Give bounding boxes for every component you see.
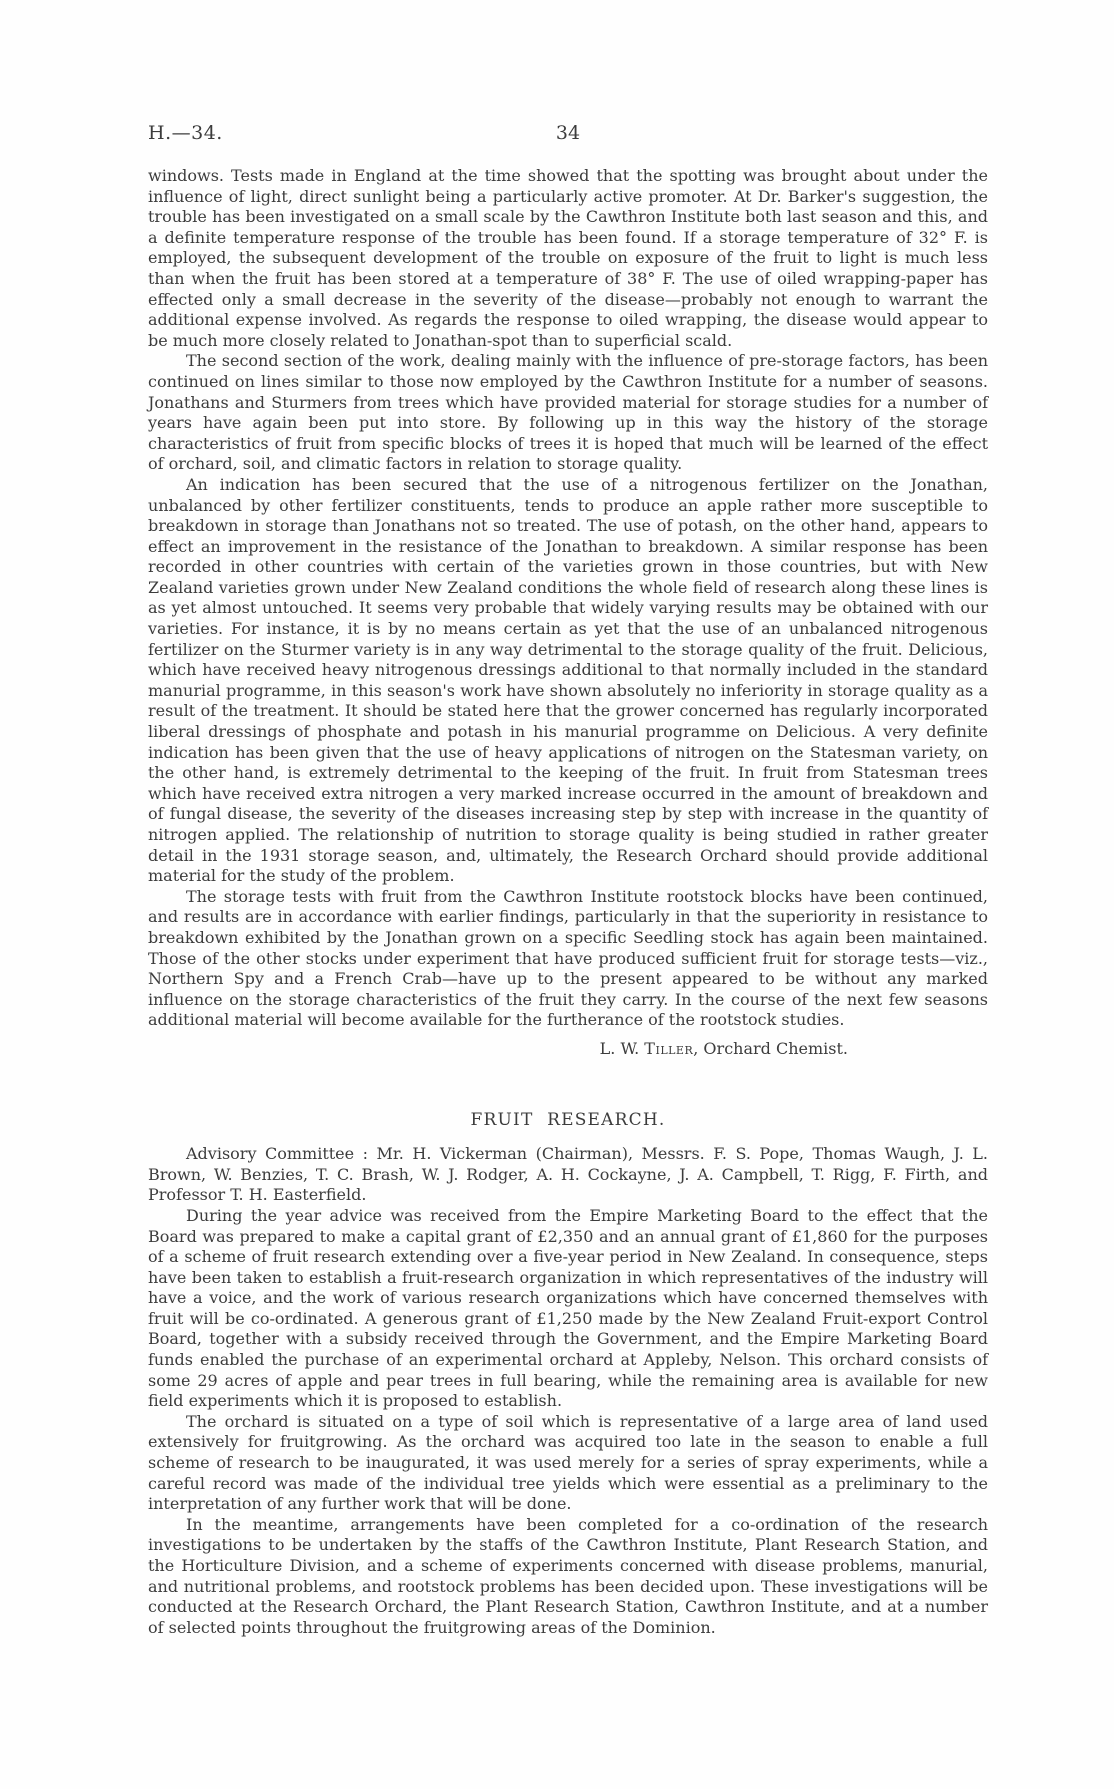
body-paragraph: Advisory Committee : Mr. H. Vickerman (Chairman), Messrs. F. S. Pope, Thomas Waugh, J. L. Brown, W. Benzies, T. C. Brash, W. J. Rodger, A. H. Cockayne, J. A. Campbell, T. Rigg, F. Firth, and Professor T. H. Easterfield. xyxy=(148,1144,988,1205)
report-body xyxy=(148,166,988,1638)
body-paragraph: The orchard is situated on a type of soil which is representative of a large area of land used extensively for fruitgrowing. As the orchard was acquired too late in the season to enable a full scheme of research to be inaugurated, it was used merely for a series of spray experiments, while a careful record was made of the individual tree yields which were essential as a preliminary to the interpretation of any further work that will be done. xyxy=(148,1411,988,1514)
signature-surname: Tiller xyxy=(644,1038,694,1058)
page-content xyxy=(148,122,988,1638)
section-heading: FRUIT RESEARCH. xyxy=(470,1109,666,1130)
page-header xyxy=(148,122,988,150)
body-paragraph: An indication has been secured that the use of a nitrogenous fertilizer on the Jonathan, unbalanced by other fertilizer constituents, tends to produce an apple rather more susceptible to breakdown in storage than Jonathans not so treated. The use of potash, on the other hand, appears to effect an improvement in the resistance of the Jonathan to breakdown. A similar response has been recorded in other countries with certain of the varieties grown in those countries, but with New Zealand varieties grown under New Zealand conditions the whole field of research along these lines is as yet almost untouched. It seems very probable that widely varying results may be obtained with our varieties. For instance, it is by no means certain as yet that the use of an unbalanced nitrogenous fertilizer on the Sturmer variety is in any way detrimental to the storage quality of the fruit. Delicious, which have received heavy nitrogenous dressings additional to that normally included in the standard manurial programme, in this season's work have shown absolutely no inferiority in storage quality as a result of the treatment. It should be stated here that the grower concerned has regularly incorporated liberal dressings of phosphate and potash in his manurial programme on Delicious. A very definite indication has been given that the use of heavy applications of nitrogen on the Statesman variety, on the other hand, is extremely detrimental to the keeping of the fruit. In fruit from Statesman trees which have received extra nitrogen a very marked increase occurred in the amount of breakdown and of fungal disease, the severity of the diseases increasing step by step with increase in the quantity of nitrogen applied. The relationship of nutrition to storage quality is being studied in rather greater detail in the 1931 storage season, and, ultimately, the Research Orchard should provide additional material for the study of the problem. xyxy=(148,474,988,886)
signature-initials: L. W. xyxy=(599,1038,645,1058)
body-paragraph: During the year advice was received from the Empire Marketing Board to the effect that the Board was prepared to make a capital grant of £2,350 and an annual grant of £1,860 for the purposes of a scheme of fruit research extending over a five-year period in New Zealand. In consequence, steps have been taken to establish a fruit-research organization in which representatives of the industry will have a voice, and the work of various research organizations which have concerned themselves with fruit will be co-ordinated. A generous grant of £1,250 made by the New Zealand Fruit-export Control Board, together with a subsidy received through the Government, and the Empire Marketing Board funds enabled the purchase of an experimental orchard at Appleby, Nelson. This orchard consists of some 29 acres of apple and pear trees in full bearing, while the remaining area is available for new field experiments which it is proposed to establish. xyxy=(148,1205,988,1411)
body-paragraph: The storage tests with fruit from the Cawthron Institute rootstock blocks have been continued, and results are in accordance with earlier findings, particularly in that the superiority in resistance to breakdown exhibited by the Jonathan grown on a specific Seedling stock has again been maintained. Those of the other stocks under experiment that have produced sufficient fruit for storage tests—viz., Northern Spy and a French Crab—have up to the present appeared to be without any marked influence on the storage characteristics of the fruit they carry. In the course of the next few seasons additional material will become available for the furtherance of the rootstock studies. xyxy=(148,886,988,1030)
signature-line xyxy=(148,1039,848,1060)
report-code: H.—34. xyxy=(148,122,223,144)
signature-title: , Orchard Chemist. xyxy=(693,1038,848,1058)
page-number: 34 xyxy=(555,122,581,144)
body-paragraph: In the meantime, arrangements have been completed for a co-ordination of the research investigations to be undertaken by the staffs of the Cawthron Institute, Plant Research Station, and the Horticulture Division, and a scheme of experiments concerned with disease problems, manurial, and nutritional problems, and rootstock problems has been decided upon. These investigations will be conducted at the Research Orchard, the Plant Research Station, Cawthron Institute, and at a number of selected points throughout the fruitgrowing areas of the Dominion. xyxy=(148,1514,988,1637)
body-paragraph: The second section of the work, dealing mainly with the influence of pre-storage factors, has been continued on lines similar to those now employed by the Cawthron Institute for a number of seasons. Jonathans and Sturmers from trees which have provided material for storage studies for a number of years have again been put into store. By following up in this way the history of the storage characteristics of fruit from specific blocks of trees it is hoped that much will be learned of the effect of orchard, soil, and climatic factors in relation to storage quality. xyxy=(148,351,988,474)
body-paragraph: windows. Tests made in England at the time showed that the spotting was brought about under the influence of light, direct sunlight being a particularly active promoter. At Dr. Barker's suggestion, the trouble has been investigated on a small scale by the Cawthron Institute both last season and this, and a definite temperature response of the trouble has been found. If a storage temperature of 32° F. is employed, the subsequent development of the trouble on exposure of the fruit to light is much less than when the fruit has been stored at a temperature of 38° F. The use of oiled wrapping-paper has effected only a small decrease in the severity of the disease—probably not enough to warrant the additional expense involved. As regards the response to oiled wrapping, the disease would appear to be much more closely related to Jonathan-spot than to superficial scald. xyxy=(148,166,988,350)
